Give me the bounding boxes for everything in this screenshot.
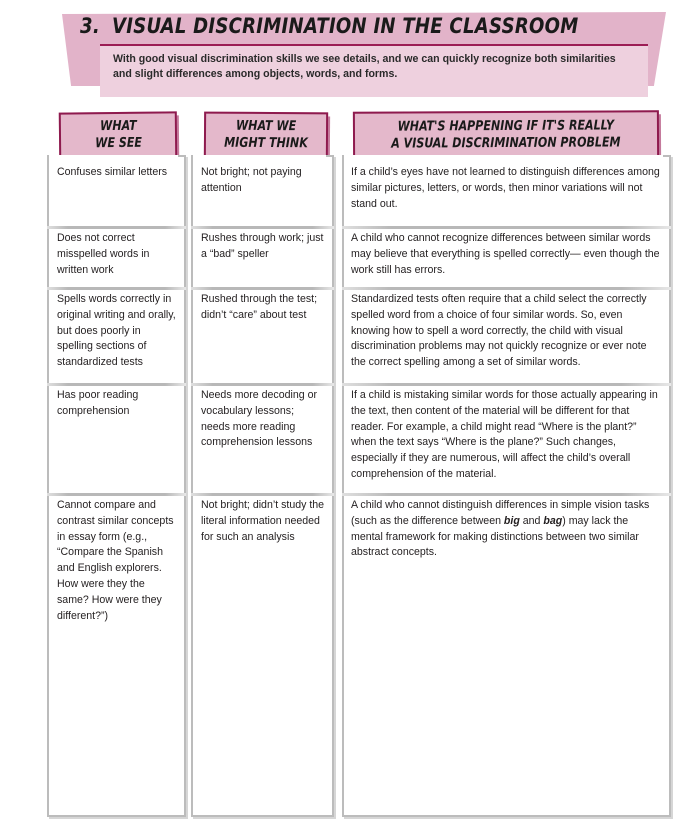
cell-text: Confuses similar letters [57,166,168,178]
column-what-we-see [47,155,186,817]
text-segment: and [519,514,544,527]
cell-text: A child who cannot recognize differences between similar words may believe that everything is spelled correctly— even though the work still has errors. [351,232,660,276]
column-header-what-we-see [59,111,177,158]
cell-text: Cannot compare and contrast similar concepts in essay form (e.g., “Compare the Spanish and English explorers. How were they the same? How were they different?”) [57,499,174,622]
cell-text: Has poor reading comprehension [57,389,139,417]
column-header-label: WHAT WE MIGHT THINK [224,117,308,152]
cell-text: Not bright; didn’t study the literal information needed for such an analysis [201,499,325,543]
cell-text: If a child is mistaking similar words for those actually appearing in the text, then content of the material will be different for that reader. For example, a child might read “Where is the plant?” when the text says “Where is the plane?” Such changes, especially if they are numerous, will affect the child’s overall comprehension of the material. [351,389,658,480]
table-cell [193,165,332,197]
table-cell [344,292,669,371]
cell-text: If a child’s eyes have not learned to distinguish differences among similar pictures, letters, or words, then minor variations will not stand out. [351,166,660,210]
table-cell [49,292,184,371]
column-header-whats-happening [353,110,659,159]
cell-text: Spells words correctly in original writing and orally, but does poorly in spelling sections of standardized tests [57,293,176,369]
table-cell [49,231,184,278]
table-cell [193,498,332,545]
table-cell [49,165,184,181]
cell-text: Does not correct misspelled words in written work [57,232,150,276]
text-segment: ) may lack the mental framework for making distinctions between two similar abstract concepts. [351,514,639,559]
text-segment: A child who cannot distinguish differences in simple vision tasks (such as the difference between [351,499,650,527]
section-number: 3. [80,14,100,38]
emphasis-word: bag [543,514,563,527]
table-cell [344,165,669,212]
table-cell [49,388,184,420]
cell-text: Rushed through the test; didn’t “care” about test [201,293,318,321]
column-header-what-we-might-think [204,112,328,159]
column-what-we-might-think [191,155,334,817]
column-header-label: WHAT'S HAPPENING IF IT'S REALLY A VISUAL DISCRIMINATION PROBLEM [391,116,621,152]
table-cell [49,498,184,624]
table-cell [193,231,332,263]
table-cell [193,292,332,324]
intro-text: With good visual discrimination skills we see details, and we can quickly recognize both similarities and slight differences among objects, words, and forms. [100,44,648,97]
cell-text [351,498,661,561]
page-title [80,14,578,38]
table-cell [344,231,669,278]
cell-text: Rushes through work; just a “bad” speller [201,232,324,260]
column-header-label: WHAT WE SEE [94,117,142,152]
table-cell [344,498,669,561]
table-cell [193,388,332,451]
cell-text: Needs more decoding or vocabulary lessons; needs more reading comprehension lessons [201,389,318,449]
title-text: VISUAL DISCRIMINATION IN THE CLASSROOM [111,14,579,38]
cell-text: Not bright; not paying attention [201,166,302,194]
emphasis-word: big [503,514,520,527]
cell-text: Standardized tests often require that a child select the correctly spelled word from a choice of four similar words. So, even knowing how to spell a word correctly, the child with visual discrimination problems may not quickly recognize or ever note the correct spelling among a set of similar words. [351,293,647,369]
column-whats-happening [342,155,671,817]
table-cell [344,388,669,483]
